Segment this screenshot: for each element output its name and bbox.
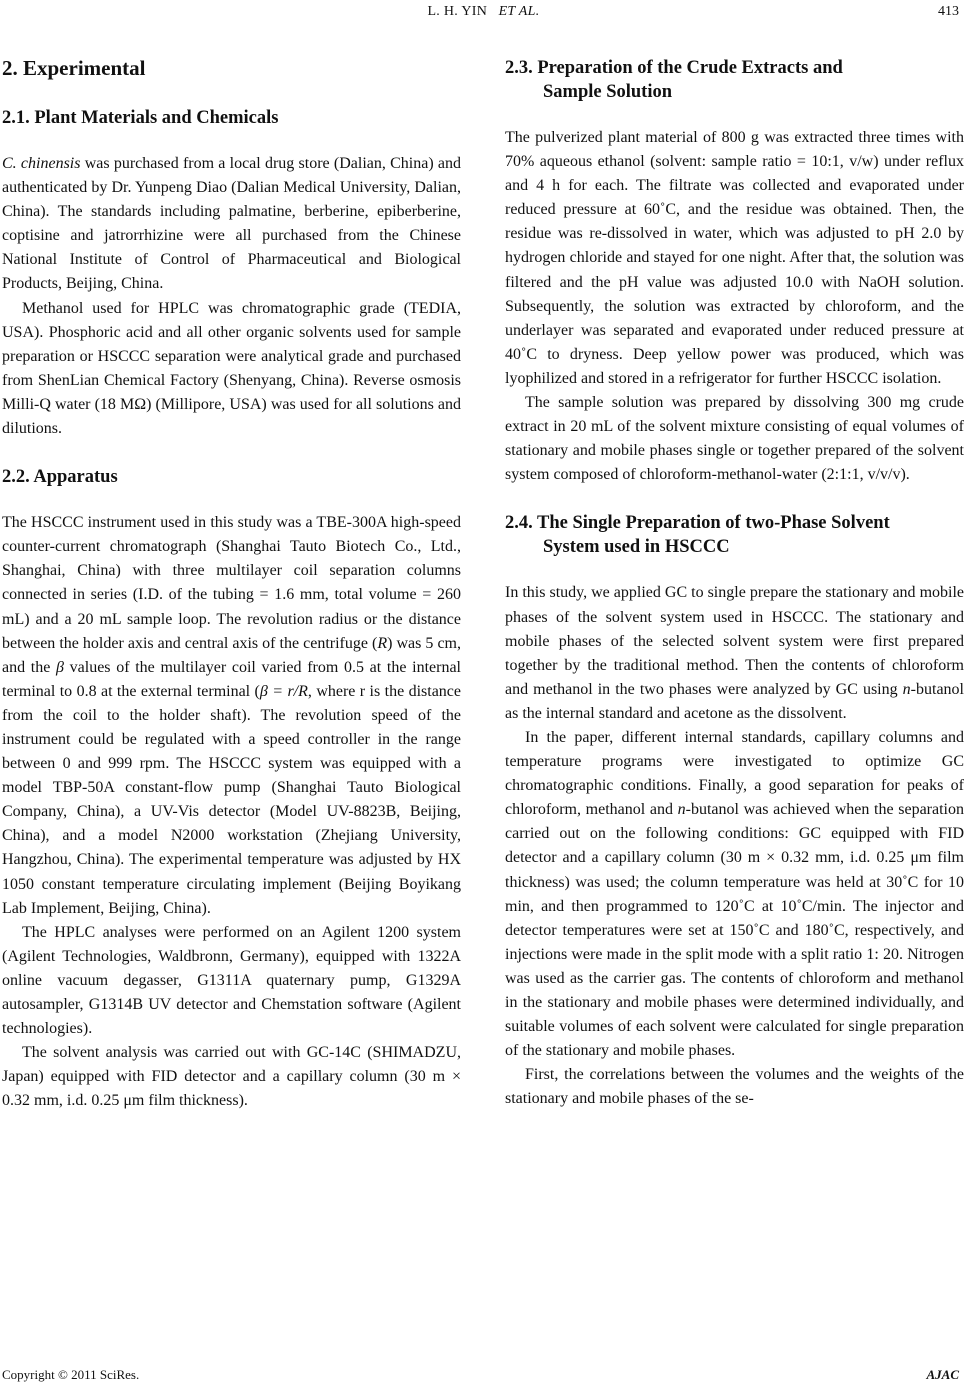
paragraph-gc: The solvent analysis was carried out with GC-14C (SHIMADZU, Japan) equipped with FID detector and a capillary column (30 m × 0.32 mm, i.d. 0.25 μm film thickness). xyxy=(2,1044,461,1110)
paragraph-plant-materials: C. chinensis was purchased from a local drug store (Dalian, China) and authenticated by Dr. Yunpeng Diao (Dalian Medical University, Dalian, China). The standards including palmatine, berberine, epiberberine, coptisine and jatrorrhizine were all purchased from the Chinese National Institute of Control of Pharmaceutical and Biological Products, Beijing, China. xyxy=(2,155,462,293)
paragraph-hsccc-instrument: The HSCCC instrument used in this study was a TBE-300A high-speed counter-current chromatograph (Shanghai Tauto Biotech Co., Ltd., Shanghai, China) with three multilayer coil separation columns connected in series (I.D. of the tubing = 1.6 mm, total volume = 260 mL) and a 20 mL sample loop. The revolution radius or the distance between the holder axis and central axis of the centrifuge (R) was 5 cm, and the β values of the multilayer coil varied from 0.5 at the internal terminal to 0.8 at the external terminal (β = r/R, where r is the distance from the coil to the holder shaft). The revolution speed of the instrument could be regulated with a speed controller in the range between 0 and 999 rpm. The HSCCC system was equipped with a model TBP-50A constant-flow pump (Shanghai Tauto Biological Company, China), a UV-Vis detector (Model UV-8823B, Beijing, China), and a model N2000 workstation (Zhejiang University, Hangzhou, China). The experimental temperature was adjusted by HX 1050 constant temperature circulating implement (Beijing Boyikang Lab Implement, Beijing, China). xyxy=(2,514,461,917)
footer-journal: AJAC xyxy=(926,1367,959,1382)
subsection-heading-crude-extracts: 2.3. Preparation of the Crude Extracts and Sample Solution xyxy=(505,58,843,102)
section-heading-experimental: 2. Experimental xyxy=(2,56,146,80)
paragraph-extraction: The pulverized plant material of 800 g was extracted three times with 70% aqueous ethanol (solvent: sample ratio = 10:1, v/w) under reflux and 4 h for each. The filtrate was collected and evaporated under reduced pressure at 60˚C, and the residue was obtained. Then, the residue was re-dissolved in water, which was adjusted to pH 2.0 by hydrogen chloride and stayed for one night. After that, the solution was filtered and the pH value was adjusted 10.0 with NaOH solution. Subsequently, the solution was extracted by chloroform, and the underlayer was separated and evaporated under reduced pressure at 40˚C to dryness. Deep yellow power was produced, which was lyophilized and stored in a refrigerator for further HSCCC isolation. xyxy=(505,129,964,387)
paragraph-methanol: Methanol used for HPLC was chromatographic grade (TEDIA, USA). Phosphoric acid and all other organic solvents used for sample preparation or HSCCC separation were analytical grade and purchased from ShenLian Chemical Factory (Shenyang, China). Reverse osmosis Milli-Q water (18 MΩ) (Millipore, USA) was used for all solutions and dilutions. xyxy=(2,299,461,438)
running-head xyxy=(0,2,967,24)
footer-copyright: Copyright © 2011 SciRes. xyxy=(2,1367,140,1382)
running-head-authors: L. H. YIN xyxy=(427,4,488,19)
subsection-heading-apparatus: 2.2. Apparatus xyxy=(2,467,118,488)
paragraph-gc-study: In this study, we applied GC to single prepare the stationary and mobile phases of the solvent system used in HSCCC. The stationary and mobile phases of the selected solvent system were first prepared together by the traditional method. Then the contents of chloroform and methanol in the two phases were analyzed by GC using n-butanol as the internal standard and acetone as the dissolvent. xyxy=(505,584,964,722)
paragraph-hplc: The HPLC analyses were performed on an Agilent 1200 system (Agilent Technologies, Waldbronn, Germany), equipped with 1322A online vacuum degasser, G1311A quaternary pump, G1329A autosampler, G1314B UV detector and Chemstation software (Agilent technologies). xyxy=(2,923,461,1038)
species-name: C. chinensis xyxy=(2,155,81,172)
page-number: 413 xyxy=(938,4,959,19)
subsection-heading-single-preparation: 2.4. The Single Preparation of two-Phase Solvent System used in HSCCC xyxy=(505,513,890,558)
paragraph-gc-conditions: In the paper, different internal standards, capillary columns and temperature programs were investigated to optimize GC chromatographic conditions. Finally, a good separation for peaks of chloroform, methanol and n-butanol was achieved when the separation carried out on the following conditions: GC equipped with FID detector and a capillary column (30 m × 0.32 mm, i.d. 0.25 μm film thickness) was used; the column temperature was held at 30˚C for 10 min, and then programmed to 120˚C at 10˚C/min. The injector and detector temperatures were set at 150˚C and 180˚C, respectively, and injections were made in the split mode with a split ratio 1: 20. Nitrogen was used as the carrier gas. The contents of chloroform and methanol in the stationary and mobile phases were determined individually, and suitable volumes of each solvent were calculated for single preparation of the stationary and mobile phases. xyxy=(505,728,964,1060)
paragraph-correlations: First, the correlations between the volumes and the weights of the stationary and mobile phases of the se- xyxy=(505,1066,964,1108)
right-column xyxy=(505,48,964,1111)
running-head-etal: ET AL. xyxy=(498,4,540,19)
left-column xyxy=(2,48,461,1113)
subsection-heading-plant-materials: 2.1. Plant Materials and Chemicals xyxy=(2,108,279,128)
paragraph-sample-solution: The sample solution was prepared by dissolving 300 mg crude extract in 20 mL of the solvent mixture consisting of equal volumes of stationary and mobile phases single or together prepared of the solvent system composed of chloroform-methanol-water (2:1:1, v/v/v). xyxy=(505,394,964,484)
